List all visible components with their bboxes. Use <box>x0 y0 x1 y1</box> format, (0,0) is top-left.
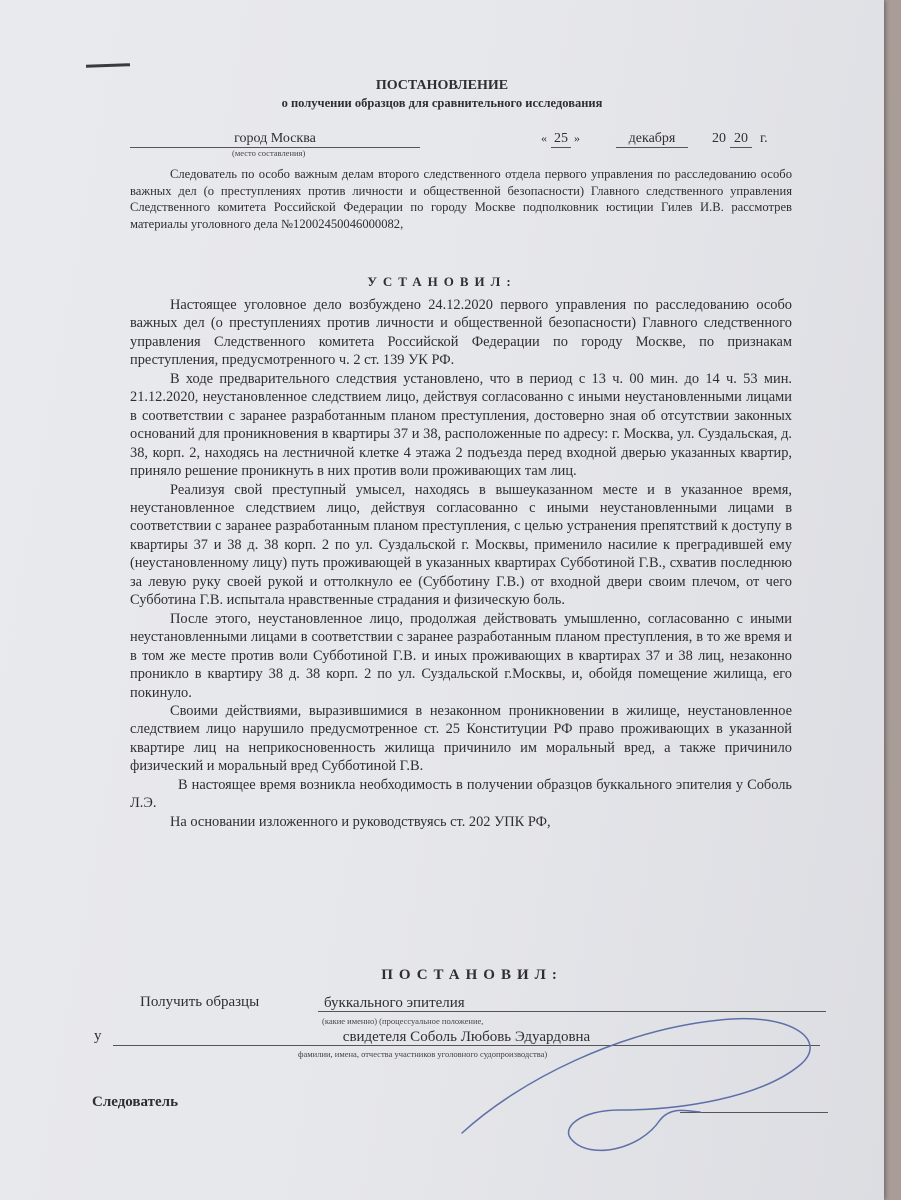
paragraph: На основании изложенного и руководствуясь ст. 202 УПК РФ, <box>170 813 551 830</box>
place-field: город Москва <box>130 131 420 148</box>
sample-hint: (какие именно) (процессуальное положение, <box>322 1016 484 1026</box>
paragraph: После этого, неустановленное лицо, продолжая действовать умышленно, согласованно с иными неустановленными лицами в соответствии с заранее разработанным планом преступления, в то же время и в том же месте против воли Субботиной Г.В. и иных проживающих в квартирах 37 и 38 лиц, незаконно проникло в квартиру 38 д. 38 корп. 2 по ул. Суздальской г.Москвы, и, обойдя помещение жилища, его покинуло. <box>130 610 792 701</box>
paragraph: Реализуя свой преступный умысел, находясь в вышеуказанном месте и в указанное время, неустановленное следствием лицо, действуя согласованно с иными неустановленными лицами в соответствии с заранее разработанным планом преступления, с целью устранения препятствий к доступу в квартиры 37 и 38 д. 38 корп. 2 по ул. Суздальской г. Москвы, применило насилие к преградившей ему (неустановленному лицу) путь проживающей в указанных квартирах Субботиной Г.В., схватив последнюю за левую руку своей рукой и оттолкнуло ее (Субботину Г.В.) от входной двери своим плечом, от чего Субботина Г.В. испытала нравственные страдания и физическую боль. <box>130 481 792 609</box>
person-field: свидетеля Соболь Любовь Эдуардовна <box>113 1029 820 1046</box>
date-open-quote: « <box>541 131 547 145</box>
from-label: у <box>94 1028 102 1044</box>
date-day: 25 <box>551 131 571 148</box>
paragraph: В ходе предварительного следствия установлено, что в период с 13 ч. 00 мин. до 14 ч. 53 мин. 21.12.2020, неустановленное следствием лицо, действуя согласованно с иными неустановленными лицами в соответствии с заранее разработанным планом преступления, достоверно зная об отсутствии законных оснований для проникновения в квартиры 37 и 38, расположенные по адресу: г. Москва, ул. Суздальская, д. 38, корп. 2, находясь на лестничной клетке 4 этажа 2 подъезда перед входной дверью указанных квартир, приняло решение проникнуть в них против воли проживающих там лиц. <box>130 370 792 480</box>
date-month: декабря <box>616 131 688 148</box>
paragraph: В настоящее время возникла необходимость в получении образцов буккального эпителия у Соболь Л.Э. <box>130 776 792 812</box>
paragraph: Настоящее уголовное дело возбуждено 24.12.2020 первого управления по расследованию особо важных дел (о преступлениях против личности и общественной безопасности) Главного следственного управления Следственного комитета Российской Федерации по городу Москве, по признакам преступления, предусмотренного ч. 2 ст. 139 УК РФ. <box>130 297 792 369</box>
obtain-label: Получить образцы <box>140 994 260 1010</box>
document-subtitle: о получении образцов для сравнительного исследования <box>281 96 603 110</box>
place-hint: (место составления) <box>232 148 306 158</box>
person-hint: фамилии, имена, отчества участников уголовного судопроизводства) <box>298 1049 548 1059</box>
resolved-heading: ПОСТАНОВИЛ: <box>381 967 563 983</box>
date-year-suffix: 20 <box>730 131 752 148</box>
investigator-label: Следователь <box>92 1094 179 1110</box>
paragraph: Своими действиями, выразившимися в незаконном проникновении в жилище, неустановленное следствием лицо нарушило предусмотренное ст. 25 Конституции РФ право проживающих в указанной квартире лиц на неприкосновенность жилища причинило им моральный вред, а также причинило физический и моральный вред Субботиной Г.В. <box>130 702 792 775</box>
established-heading: УСТАНОВИЛ: <box>367 274 517 289</box>
sample-type-field: буккального эпителия <box>318 995 826 1012</box>
document-title: ПОСТАНОВЛЕНИЕ <box>375 78 509 93</box>
date-close-quote: » <box>574 131 580 145</box>
date-year-prefix: 20 <box>712 131 726 146</box>
intro-text: Следователь по особо важным делам второго следственного отдела первого управления по расследованию особо важных дел (о преступлениях против личности и общественной безопасности) Главного следственного управления Следственного комитета Российской Федерации по городу Москве подполковник юстиции Гилев И.В. рассмотрев материалы уголовного дела №12002450046000082, <box>130 167 792 231</box>
date-year-abbr: г. <box>760 131 768 146</box>
